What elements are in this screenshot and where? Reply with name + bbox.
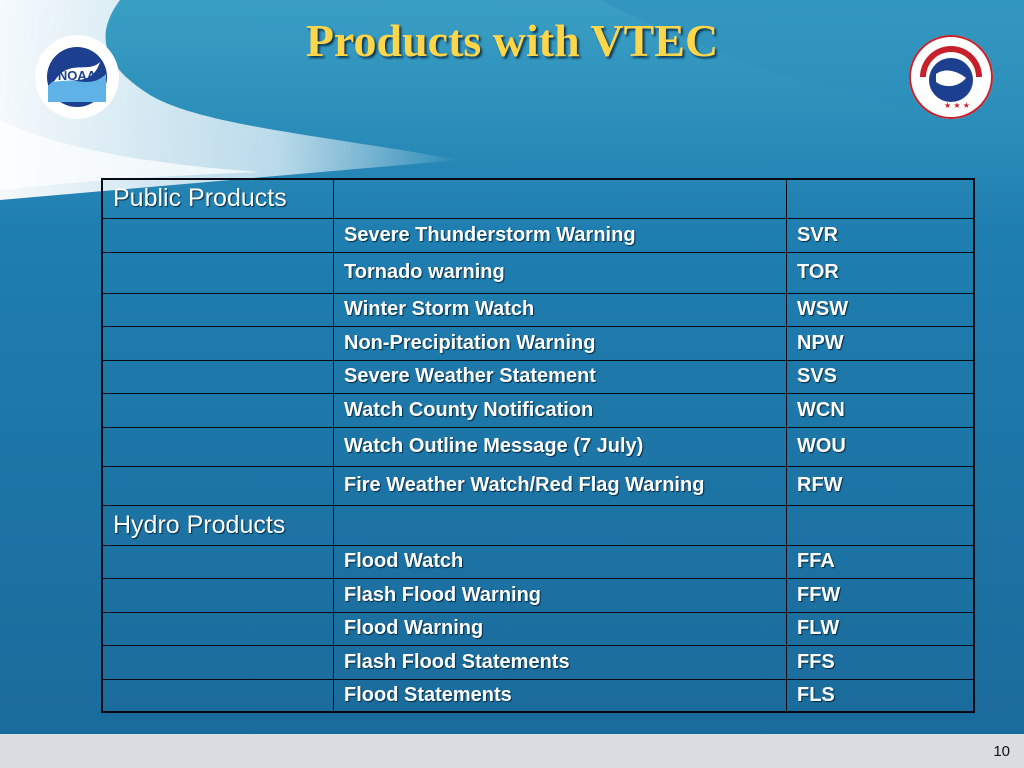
page-number: 10 [993, 743, 1010, 760]
product-code-cell: WCN [787, 393, 975, 427]
table-row [102, 252, 974, 293]
product-code-cell: SVR [787, 218, 975, 252]
noaa-logo [34, 34, 120, 125]
category-cell [102, 578, 334, 612]
product-name-cell: Severe Thunderstorm Warning [334, 218, 787, 252]
svg-text:★ ★ ★: ★ ★ ★ [944, 101, 970, 110]
category-cell [102, 293, 334, 326]
product-name-cell: Tornado warning [334, 252, 787, 293]
table-row [102, 393, 974, 427]
product-code-cell: FFA [787, 545, 975, 578]
table-row [102, 466, 974, 505]
category-cell [102, 427, 334, 466]
product-code-cell: SVS [787, 360, 975, 393]
product-name-cell: Flash Flood Statements [334, 645, 787, 679]
category-cell [102, 545, 334, 578]
table-row [102, 578, 974, 612]
product-name-cell [334, 505, 787, 545]
product-name-cell: Watch County Notification [334, 393, 787, 427]
product-code-cell: FLS [787, 679, 975, 712]
category-row [102, 505, 974, 545]
table-row [102, 326, 974, 360]
product-name-cell: Flood Warning [334, 612, 787, 645]
nws-logo [908, 34, 994, 125]
product-code-cell: RFW [787, 466, 975, 505]
table-row [102, 645, 974, 679]
table-row [102, 427, 974, 466]
category-row [102, 179, 974, 218]
table-row [102, 612, 974, 645]
product-code-cell [787, 505, 975, 545]
category-cell [102, 466, 334, 505]
product-code-cell: NPW [787, 326, 975, 360]
product-code-cell: FFW [787, 578, 975, 612]
product-code-cell: WSW [787, 293, 975, 326]
product-name-cell: Fire Weather Watch/Red Flag Warning [334, 466, 787, 505]
category-cell [102, 679, 334, 712]
category-cell: Public Products [102, 179, 334, 218]
category-cell [102, 645, 334, 679]
category-cell [102, 218, 334, 252]
product-name-cell [334, 179, 787, 218]
product-code-cell: TOR [787, 252, 975, 293]
product-name-cell: Watch Outline Message (7 July) [334, 427, 787, 466]
category-cell [102, 393, 334, 427]
product-code-cell: FFS [787, 645, 975, 679]
product-name-cell: Flood Watch [334, 545, 787, 578]
products-table [101, 178, 975, 713]
page-title: Products with VTEC [305, 15, 719, 66]
product-name-cell: Winter Storm Watch [334, 293, 787, 326]
footer-bar [0, 734, 1024, 768]
table-row [102, 218, 974, 252]
category-cell [102, 360, 334, 393]
category-cell [102, 612, 334, 645]
product-name-cell: Severe Weather Statement [334, 360, 787, 393]
svg-text:NOAA: NOAA [57, 68, 97, 83]
category-cell: Hydro Products [102, 505, 334, 545]
product-code-cell [787, 179, 975, 218]
table-row [102, 545, 974, 578]
category-cell [102, 252, 334, 293]
product-name-cell: Flash Flood Warning [334, 578, 787, 612]
product-code-cell: WOU [787, 427, 975, 466]
table-row [102, 679, 974, 712]
table-row [102, 360, 974, 393]
product-name-cell: Flood Statements [334, 679, 787, 712]
product-code-cell: FLW [787, 612, 975, 645]
product-name-cell: Non-Precipitation Warning [334, 326, 787, 360]
table-row [102, 293, 974, 326]
category-cell [102, 326, 334, 360]
